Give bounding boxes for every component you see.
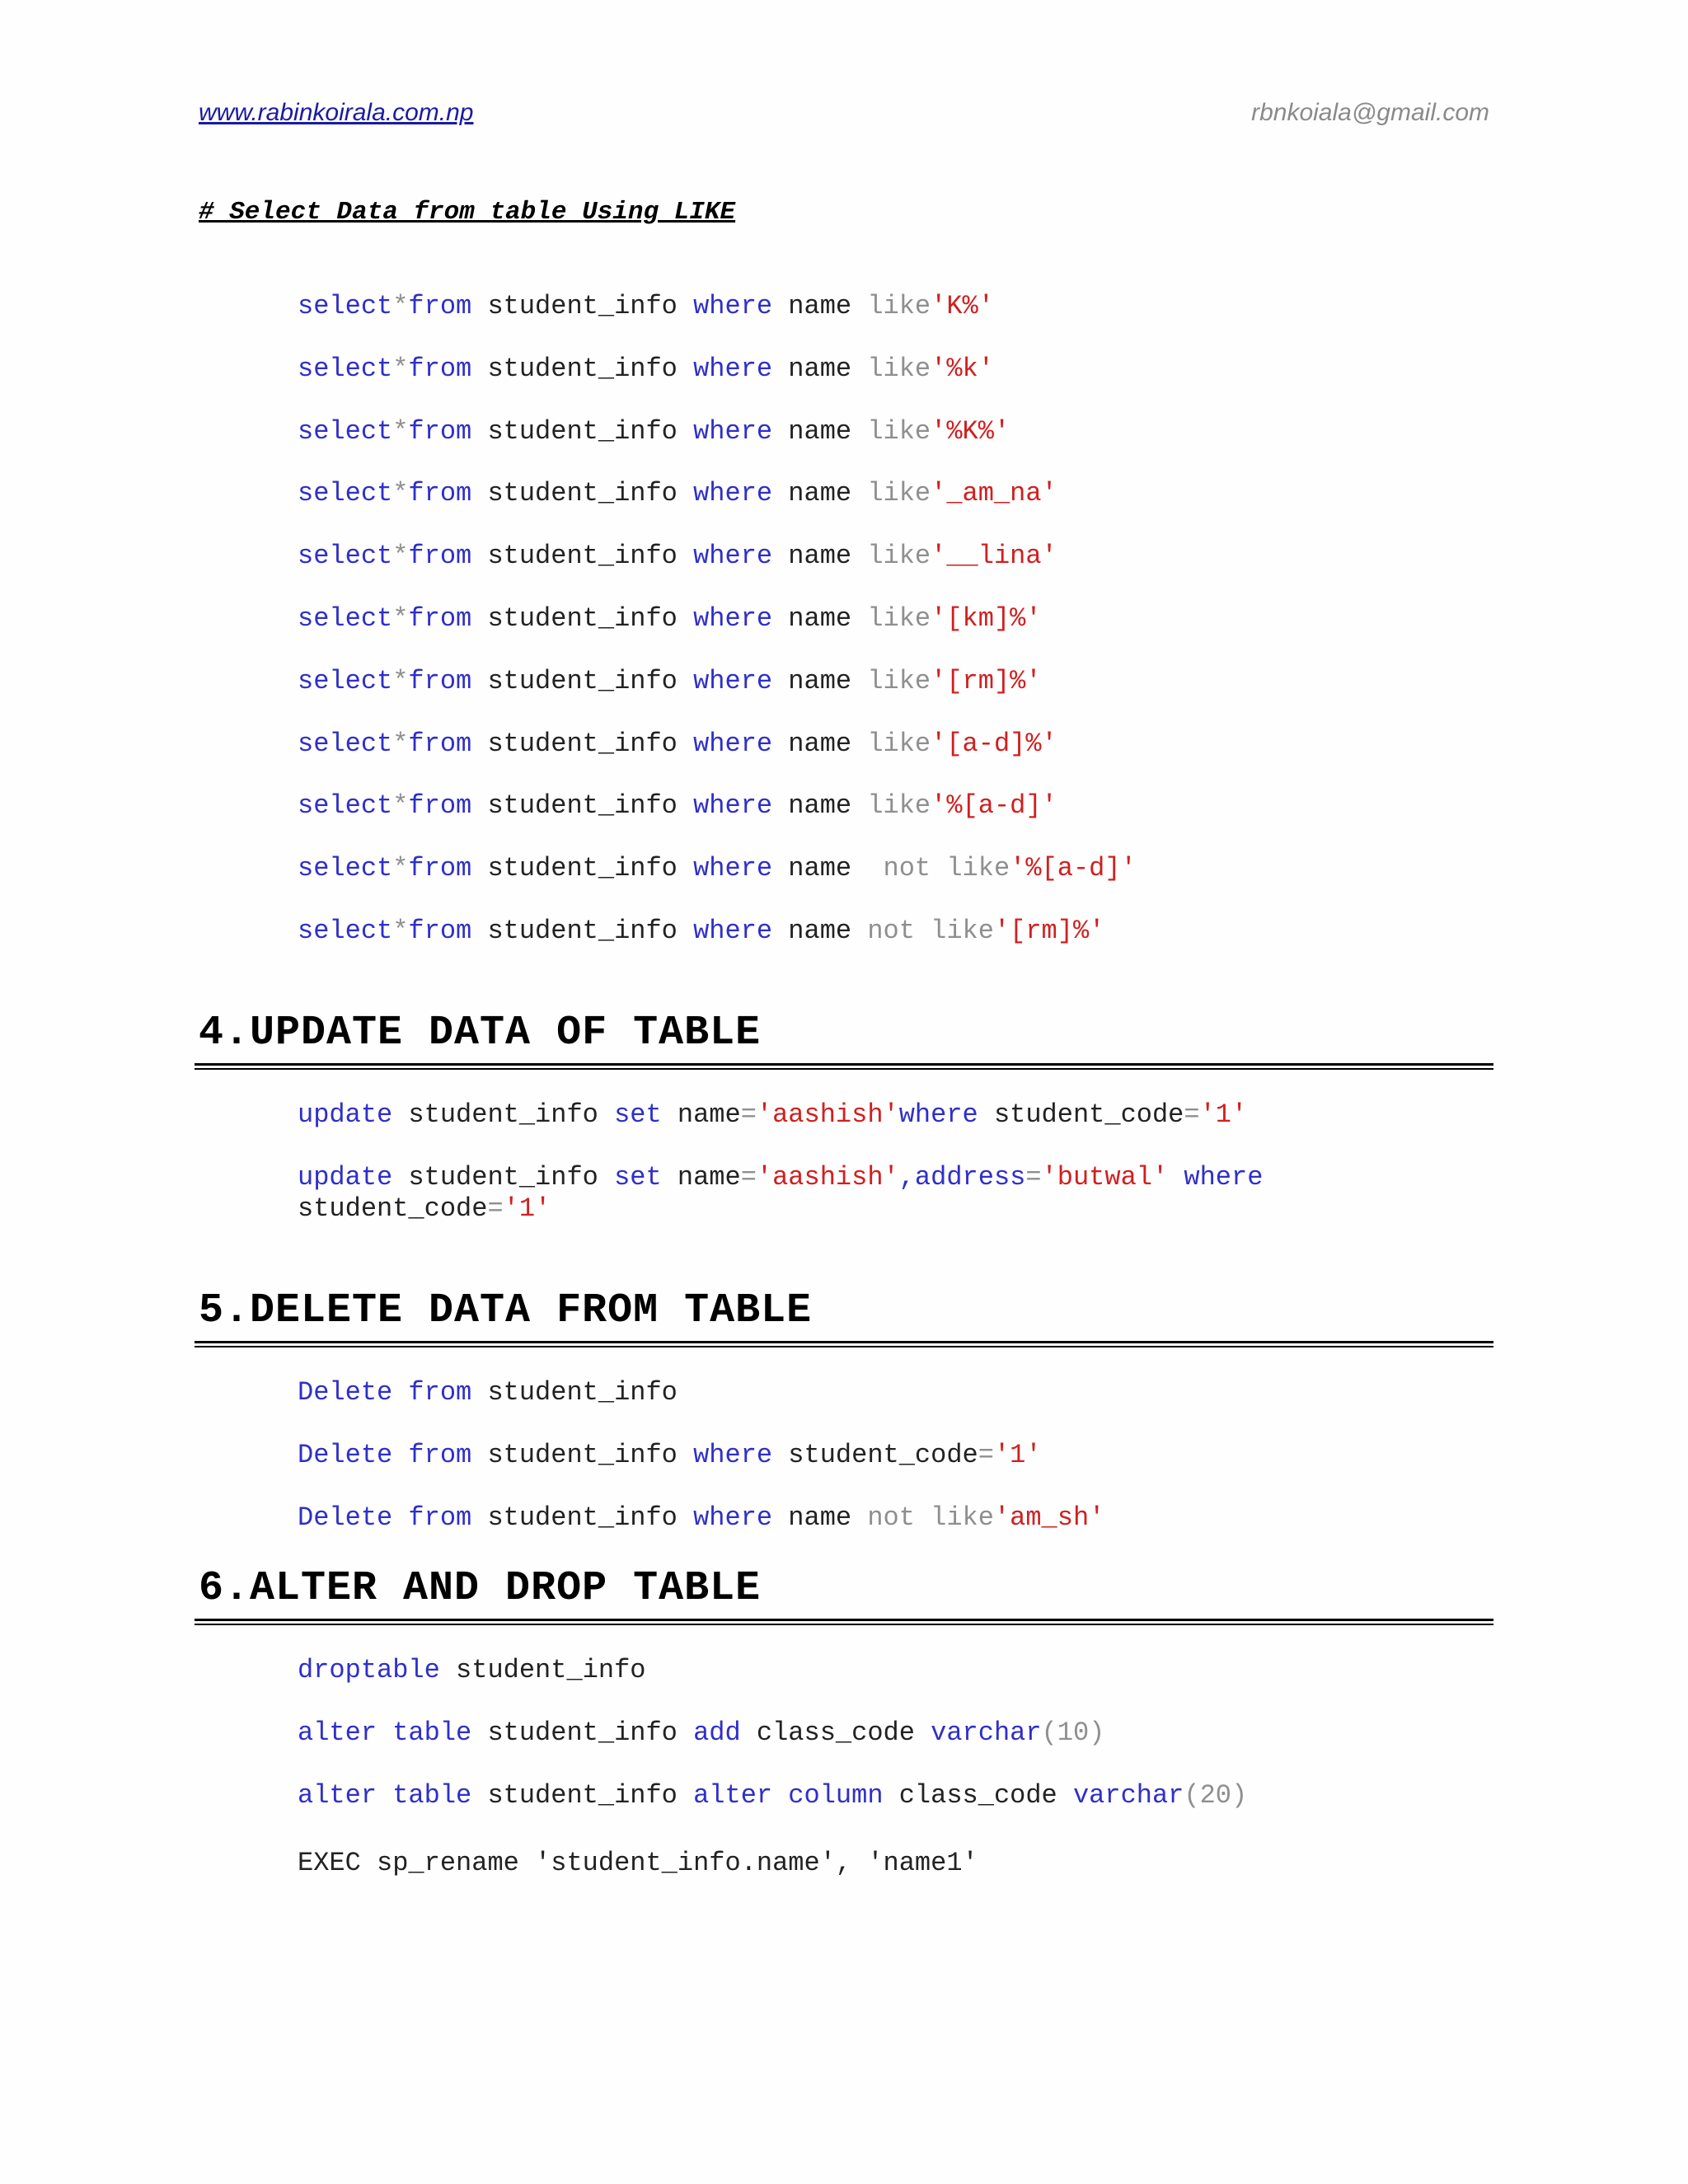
code-token — [377, 1718, 392, 1748]
code-token: (10) — [1041, 1718, 1105, 1748]
code-token: '%[a-d]' — [931, 790, 1057, 822]
code-token: name — [772, 478, 868, 509]
code-token: student_info — [471, 1377, 678, 1408]
code-token: name — [772, 728, 868, 759]
code-token: name — [772, 665, 868, 696]
code-line — [298, 354, 994, 385]
code-token: student_info — [471, 1440, 694, 1470]
code-token: where — [693, 728, 773, 759]
code-line — [298, 291, 994, 322]
code-token: alter — [298, 1718, 377, 1748]
code-token: from — [408, 478, 472, 509]
code-token: student_info — [471, 916, 694, 946]
code-token: student_info — [471, 353, 694, 384]
website-link[interactable]: www.rabinkoirala.com.np — [199, 99, 474, 126]
code-token: name — [772, 603, 868, 634]
code-token: name — [772, 291, 868, 321]
code-token: student_info — [471, 1780, 694, 1811]
code-token: from — [408, 291, 472, 321]
code-token: from — [408, 541, 472, 572]
code-token: '_am_na' — [931, 478, 1057, 509]
code-token: 'butwal' — [1041, 1162, 1169, 1193]
code-token: class_code — [883, 1780, 1073, 1811]
code-token: select — [298, 790, 393, 822]
code-token: table — [392, 1718, 472, 1748]
code-token: * — [392, 603, 409, 634]
code-token: student_info — [471, 415, 694, 447]
code-token: from — [408, 916, 472, 946]
code-token: * — [392, 853, 409, 884]
code-token: name — [772, 916, 868, 946]
code-token: '[rm]%' — [931, 665, 1042, 696]
code-token — [392, 1502, 408, 1533]
code-token: student_info — [471, 603, 694, 634]
code-token: from — [408, 603, 472, 634]
code-token: * — [392, 790, 409, 822]
code-token: where — [693, 478, 773, 509]
code-token: '%k' — [931, 353, 994, 384]
code-token: student_info — [471, 1502, 694, 1533]
code-token: '__lina' — [931, 541, 1057, 572]
code-token: select — [298, 603, 393, 634]
code-token: Delete — [298, 1440, 393, 1470]
code-token: student_code — [978, 1099, 1184, 1130]
code-token: Delete — [298, 1502, 393, 1533]
code-token: (20) — [1184, 1780, 1248, 1811]
code-token: * — [392, 541, 409, 572]
code-line — [298, 1193, 551, 1225]
alter-section-heading: 6.ALTER AND DROP TABLE — [199, 1565, 762, 1612]
code-token: = — [1025, 1162, 1042, 1193]
code-token: where — [693, 1440, 773, 1470]
delete-section-heading: 5.DELETE DATA FROM TABLE — [199, 1287, 813, 1334]
code-token: where — [1184, 1162, 1264, 1193]
code-token: where — [693, 541, 773, 572]
code-line — [298, 916, 1104, 947]
code-line — [298, 1780, 1247, 1811]
code-token: student_code — [772, 1440, 978, 1470]
code-token: student_info — [471, 790, 694, 822]
update-section-heading: 4.UPDATE DATA OF TABLE — [199, 1010, 762, 1057]
code-token: name — [772, 853, 884, 884]
code-token: student_info — [471, 665, 694, 696]
code-token: from — [408, 1502, 472, 1533]
code-token: column — [788, 1780, 884, 1811]
code-token: add — [693, 1718, 741, 1748]
code-token: like — [867, 415, 931, 447]
code-token: select — [298, 353, 393, 384]
code-token: '[rm]%' — [993, 916, 1105, 946]
code-token: not like — [867, 916, 994, 946]
code-token: from — [408, 1440, 472, 1470]
code-token: student_info — [471, 728, 694, 759]
code-token: select — [298, 853, 393, 884]
code-token: student_info — [392, 1162, 615, 1193]
code-token: student_code — [298, 1193, 488, 1224]
code-token — [377, 1780, 392, 1811]
code-token: = — [978, 1440, 994, 1470]
code-token: 'am_sh' — [993, 1502, 1105, 1533]
code-token: select — [298, 541, 393, 572]
code-token: * — [392, 478, 409, 509]
code-token: * — [392, 916, 409, 946]
code-line — [298, 729, 1057, 760]
code-token — [772, 1780, 788, 1811]
code-token: where — [693, 603, 773, 634]
code-token: where — [693, 291, 773, 321]
code-token: 'aashish' — [756, 1162, 899, 1193]
code-token: student_info — [439, 1655, 646, 1685]
code-token: like — [867, 790, 931, 822]
code-token: like — [867, 603, 931, 634]
code-token: = — [740, 1162, 757, 1193]
code-token: set — [614, 1162, 662, 1193]
code-line — [298, 1162, 1263, 1193]
code-token: like — [867, 353, 931, 384]
code-token: name — [661, 1099, 741, 1130]
code-token: select — [298, 478, 393, 509]
code-token: name — [772, 415, 868, 447]
code-token: Delete — [298, 1377, 393, 1408]
code-token: = — [1184, 1099, 1200, 1130]
code-token: '[a-d]%' — [931, 728, 1057, 759]
code-token: select — [298, 415, 393, 447]
code-token: where — [693, 1502, 773, 1533]
code-token: = — [740, 1099, 757, 1130]
code-token: like — [867, 541, 931, 572]
code-token: alter — [298, 1780, 377, 1811]
code-token: name — [772, 541, 868, 572]
code-token: varchar — [1072, 1780, 1184, 1811]
code-line — [298, 1502, 1104, 1534]
code-token: from — [408, 728, 472, 759]
code-token: update — [298, 1099, 393, 1130]
code-token: like — [867, 478, 931, 509]
code-token: name — [772, 790, 868, 822]
code-token: '[km]%' — [931, 603, 1042, 634]
code-line — [298, 478, 1057, 509]
code-token: set — [614, 1099, 662, 1130]
code-token: select — [298, 728, 393, 759]
code-token: not like — [867, 1502, 994, 1533]
code-token: student_info — [471, 291, 694, 321]
code-token: student_info — [471, 853, 694, 884]
code-line — [298, 541, 1057, 572]
code-token: where — [693, 916, 773, 946]
code-token: from — [408, 790, 472, 822]
code-token: from — [408, 415, 472, 447]
code-line — [298, 416, 1010, 448]
code-token: like — [867, 291, 931, 321]
code-token: select — [298, 291, 393, 321]
code-token: * — [392, 415, 409, 447]
code-token: * — [392, 728, 409, 759]
code-token: like — [867, 665, 931, 696]
code-token: like — [867, 728, 931, 759]
code-token — [1168, 1162, 1184, 1193]
code-token: not like — [883, 853, 1010, 884]
code-token: from — [408, 353, 472, 384]
code-token: student_info — [471, 1718, 694, 1748]
code-token: where — [693, 790, 773, 822]
code-token: alter — [693, 1780, 773, 1811]
code-token: 'K%' — [931, 291, 994, 321]
code-line — [298, 603, 1042, 635]
code-token — [392, 1440, 408, 1470]
code-token: * — [392, 353, 409, 384]
code-token: * — [392, 291, 409, 321]
code-token: name — [772, 353, 868, 384]
heading-rule — [195, 1619, 1493, 1625]
code-token: 'aashish' — [756, 1099, 899, 1130]
code-token: student_info — [392, 1099, 615, 1130]
code-token: student_info — [471, 541, 694, 572]
code-token: '1' — [993, 1440, 1042, 1470]
code-token: where — [693, 853, 773, 884]
like-section-title: # Select Data from table Using LIKE — [199, 198, 736, 227]
code-token: update — [298, 1162, 393, 1193]
code-line — [298, 853, 1137, 884]
code-token: name — [661, 1162, 741, 1193]
code-line — [298, 666, 1042, 697]
code-line — [298, 1377, 678, 1408]
code-token: select — [298, 665, 393, 696]
code-token: name — [772, 1502, 868, 1533]
code-token: table — [392, 1780, 472, 1811]
code-token: where — [898, 1099, 978, 1130]
code-token: where — [693, 665, 773, 696]
code-line — [298, 790, 1057, 822]
code-token: '1' — [1199, 1099, 1248, 1130]
author-email: rbnkoiala@gmail.com — [1251, 99, 1489, 126]
heading-rule — [195, 1063, 1493, 1070]
code-token: student_info — [471, 478, 694, 509]
code-token: select — [298, 916, 393, 946]
code-token: EXEC sp_rename 'student_info.name', 'name1' — [298, 1848, 978, 1878]
code-token: from — [408, 1377, 472, 1408]
code-token: '1' — [503, 1193, 551, 1224]
code-token: '%[a-d]' — [1010, 853, 1137, 884]
code-line — [298, 1718, 1104, 1749]
code-token: varchar — [931, 1718, 1042, 1748]
code-line — [298, 1655, 645, 1686]
code-token: from — [408, 853, 472, 884]
code-token: where — [693, 353, 773, 384]
code-token: droptable — [298, 1655, 440, 1685]
code-token: class_code — [740, 1718, 931, 1748]
code-token: = — [487, 1193, 504, 1224]
code-line — [298, 1099, 1247, 1131]
heading-rule — [195, 1341, 1493, 1347]
code-line — [298, 1848, 978, 1879]
code-token — [392, 1377, 408, 1408]
code-line — [298, 1440, 1042, 1471]
code-token: from — [408, 665, 472, 696]
code-token: '%K%' — [931, 415, 1010, 447]
code-token: * — [392, 665, 409, 696]
code-token: where — [693, 415, 773, 447]
code-token: ,address — [898, 1162, 1026, 1193]
